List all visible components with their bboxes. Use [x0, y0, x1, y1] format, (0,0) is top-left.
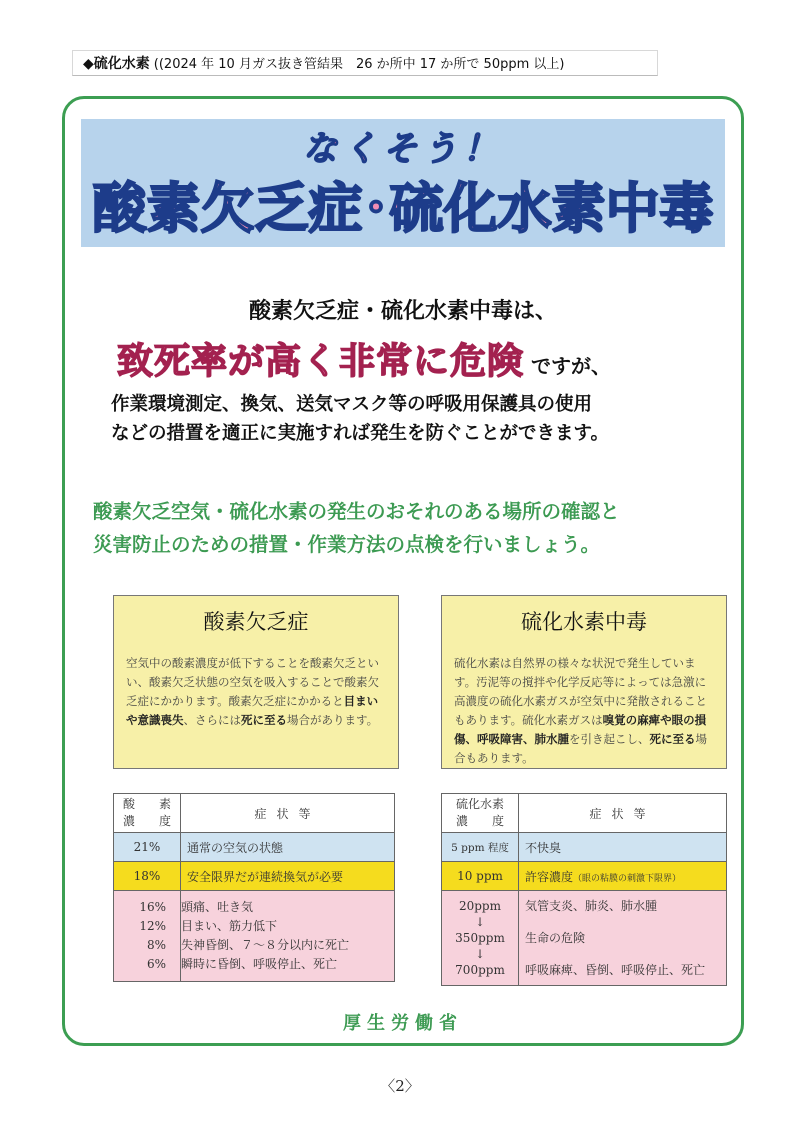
- h2s-row-1-conc: 5 ppm 程度: [442, 833, 519, 862]
- oxygen-table-symptom-header: 症状等: [181, 794, 395, 833]
- h2s-sym-20: 気管支炎、肺炎、肺水腫: [525, 899, 658, 913]
- oxygen-table-conc-header: [114, 794, 181, 833]
- oxygen-row-3-symptom: [181, 891, 395, 982]
- lead-line-1: 酸素欠乏症・硫化水素中毒は、: [248, 299, 557, 324]
- lead-line-3a: 作業環境測定、換気、送気マスク等の呼吸用保護具の使用: [111, 394, 593, 415]
- lead-text: [65, 294, 741, 448]
- oxygen-sym-12: 目まい、筋力低下: [181, 919, 278, 933]
- h2s-conc-20: 20ppm: [458, 899, 501, 913]
- oxygen-conc-8: 8%: [146, 938, 166, 952]
- section-title: ◆硫化水素: [83, 56, 150, 72]
- danger-phrase: 致死率が高く非常に危険: [117, 341, 525, 382]
- h2s-conc-header-2: 濃 度: [455, 814, 504, 828]
- oxygen-row-2-conc: 18%: [114, 862, 181, 891]
- oxygen-sym-16: 頭痛、吐き気: [181, 900, 254, 914]
- oxygen-row-3-conc: [114, 891, 181, 982]
- h2s-row-2-symptom-main: 許容濃度: [525, 869, 574, 884]
- oxygen-symptom-table: [113, 793, 395, 982]
- call-line-1: 酸素欠乏空気・硫化水素の発生のおそれのある場所の確認と: [93, 500, 620, 523]
- call-line-2: 災害防止のための措置・作業方法の点検を行いましょう。: [93, 533, 601, 556]
- oxygen-row-2-symptom: 安全限界だが連続換気が必要: [181, 862, 395, 891]
- h2s-row-1-symptom: 不快臭: [519, 833, 727, 862]
- h2s-sym-spacer-1: [525, 914, 725, 930]
- h2s-box-title: 硫化水素中毒: [521, 610, 647, 634]
- h2s-conc-header-1: 硫化水素: [455, 797, 504, 811]
- lead-line-2: [65, 333, 741, 384]
- ministry-name: 厚生労働省: [343, 1013, 463, 1034]
- oxygen-row-1-symptom: 通常の空気の状態: [181, 833, 395, 862]
- h2s-body-c: 場合もあります。: [454, 732, 707, 765]
- h2s-sym-350: 生命の危険: [525, 931, 586, 945]
- h2s-body-bold-2: 死に至る: [649, 732, 696, 746]
- oxygen-conc-6: 6%: [146, 957, 166, 971]
- oxygen-box-title: 酸素欠乏症: [203, 610, 309, 634]
- h2s-conc-arrow-1: ↓: [474, 915, 486, 929]
- call-to-action: [93, 495, 733, 561]
- oxygen-sym-6: 瞬時に昏倒、呼吸停止、死亡: [181, 957, 338, 971]
- oxygen-box-body: [126, 654, 388, 730]
- oxygen-conc-12: 12%: [139, 919, 166, 933]
- oxygen-body-c: 場合があります。: [287, 713, 379, 727]
- h2s-sym-700: 呼吸麻痺、昏倒、呼吸停止、死亡: [525, 963, 706, 977]
- section-header: [72, 50, 658, 76]
- oxygen-body-bold-1: 目まいや意識喪失: [126, 694, 379, 727]
- oxygen-row-1-conc: 21%: [114, 833, 181, 862]
- h2s-row-2-symptom: [519, 862, 727, 891]
- oxygen-sym-8: 失神昏倒、７～８分以内に死亡: [181, 938, 350, 952]
- h2s-row-2-symptom-note: （眼の粘膜の刺激下限界）: [573, 873, 682, 884]
- oxygen-body-a: 空気中の酸素濃度が低下することを酸素欠乏といい、酸素欠乏状態の空気を吸入することで酸素欠乏症にかかります。酸素欠乏症にかかると: [126, 656, 379, 708]
- oxygen-body-b: 、さらには: [183, 713, 241, 727]
- danger-suffix: ですが、: [530, 354, 611, 378]
- h2s-box-body: [454, 654, 716, 768]
- oxygen-body-bold-2: 死に至る: [241, 713, 287, 727]
- h2s-table-conc-header: [442, 794, 519, 833]
- oxygen-conc-header-2: 濃 度: [122, 814, 171, 828]
- section-note: ((2024 年 10 月ガス抜き管結果 26 か所中 17 か所で 50ppm 以上): [153, 57, 565, 72]
- oxygen-conc-16: 16%: [139, 900, 166, 914]
- h2s-row-3-conc: [442, 891, 519, 986]
- h2s-row-3-symptom: [519, 891, 727, 986]
- oxygen-conc-header-1: 酸 素: [122, 797, 171, 811]
- banner-title: 酸素欠乏症･硫化水素中毒: [92, 177, 714, 240]
- lead-line-3b: などの措置を適正に実施すれば発生を防ぐことができます。: [111, 423, 610, 444]
- banner-subtitle: なくそう！: [303, 129, 503, 169]
- h2s-row-2-conc: 10 ppm: [442, 862, 519, 891]
- h2s-sym-spacer-2: [525, 946, 725, 962]
- h2s-conc-arrow-2: ↓: [474, 947, 486, 961]
- lead-line-3: [65, 390, 741, 448]
- poster-banner: [81, 119, 725, 247]
- h2s-body-a: 硫化水素は自然界の様々な状況で発生しています。汚泥等の撹拌や化学反応等によっては急激に高濃度の硫化水素ガスが空気中に発散されることもあります。硫化水素ガスは: [454, 656, 707, 727]
- h2s-body-bold-1: 嗅覚の麻痺や眼の損傷、呼吸障害、肺水腫: [454, 713, 707, 746]
- page-number: 〈2〉: [380, 1077, 420, 1095]
- h2s-table-symptom-header: 症状等: [519, 794, 727, 833]
- h2s-poisoning-box: [441, 595, 727, 769]
- h2s-conc-350: 350ppm: [455, 931, 505, 945]
- oxygen-deficiency-box: [113, 595, 399, 769]
- h2s-conc-700: 700ppm: [455, 963, 505, 977]
- h2s-symptom-table: [441, 793, 727, 986]
- h2s-body-b: を引き起こし、: [569, 732, 650, 746]
- poster: [62, 96, 744, 1046]
